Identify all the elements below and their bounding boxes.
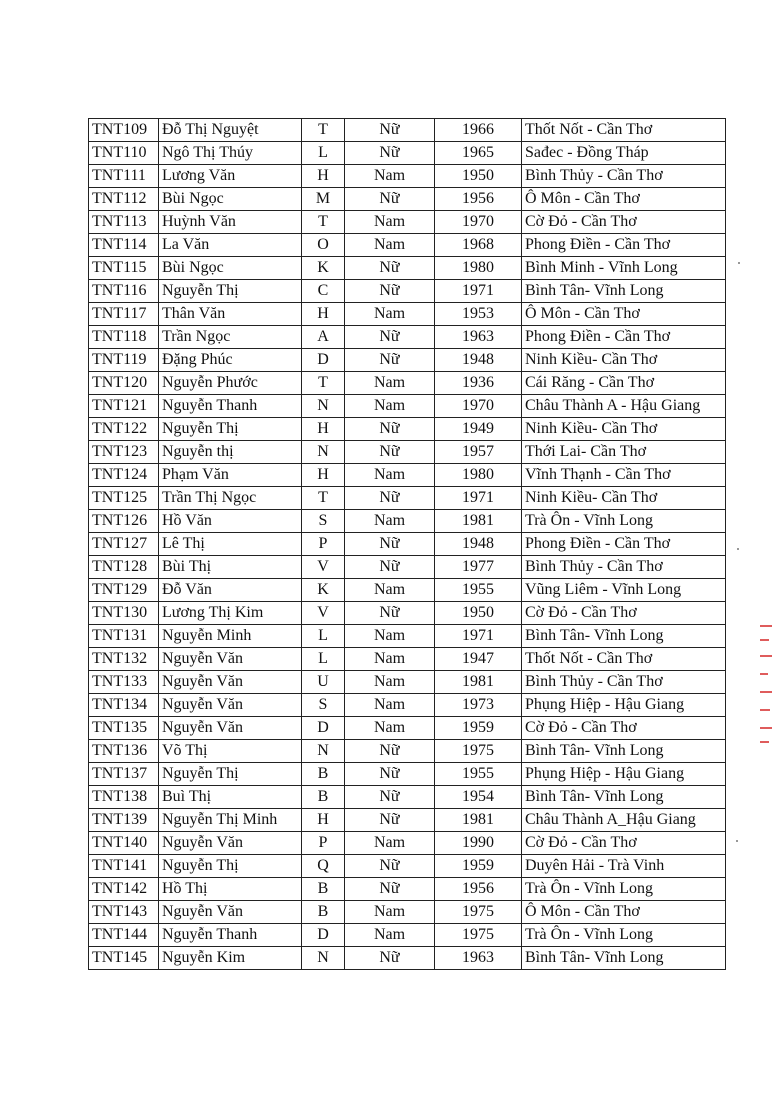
- record-place: Vũng Liêm - Vĩnh Long: [522, 579, 726, 602]
- record-place: Trà Ôn - Vĩnh Long: [522, 510, 726, 533]
- record-name: Đặng Phúc: [159, 349, 302, 372]
- record-birth-year: 1981: [435, 671, 522, 694]
- record-id: TNT111: [89, 165, 159, 188]
- record-initial: S: [302, 694, 345, 717]
- record-name: Nguyễn Thanh: [159, 924, 302, 947]
- record-birth-year: 1963: [435, 947, 522, 970]
- record-id: TNT113: [89, 211, 159, 234]
- record-gender: Nữ: [345, 119, 435, 142]
- record-gender: Nữ: [345, 188, 435, 211]
- record-id: TNT135: [89, 717, 159, 740]
- record-name: Bùi Thị: [159, 556, 302, 579]
- record-gender: Nam: [345, 832, 435, 855]
- record-place: Bình Tân- Vĩnh Long: [522, 947, 726, 970]
- record-birth-year: 1936: [435, 372, 522, 395]
- records-sheet: [88, 118, 726, 970]
- table-row: [89, 924, 726, 947]
- record-place: Phong Điền - Cần Thơ: [522, 326, 726, 349]
- record-initial: V: [302, 602, 345, 625]
- record-birth-year: 1981: [435, 809, 522, 832]
- record-id: TNT139: [89, 809, 159, 832]
- record-id: TNT109: [89, 119, 159, 142]
- table-row: [89, 694, 726, 717]
- table-row: [89, 211, 726, 234]
- record-initial: T: [302, 119, 345, 142]
- record-gender: Nam: [345, 211, 435, 234]
- record-name: Thân Văn: [159, 303, 302, 326]
- record-name: Hồ Thị: [159, 878, 302, 901]
- record-place: Vĩnh Thạnh - Cần Thơ: [522, 464, 726, 487]
- record-gender: Nam: [345, 234, 435, 257]
- record-initial: Q: [302, 855, 345, 878]
- record-place: Bình Tân- Vĩnh Long: [522, 786, 726, 809]
- record-birth-year: 1956: [435, 878, 522, 901]
- record-id: TNT126: [89, 510, 159, 533]
- table-row: [89, 119, 726, 142]
- record-initial: O: [302, 234, 345, 257]
- scan-speck: [738, 262, 740, 264]
- record-place: Châu Thành A - Hậu Giang: [522, 395, 726, 418]
- record-birth-year: 1968: [435, 234, 522, 257]
- record-id: TNT141: [89, 855, 159, 878]
- record-initial: C: [302, 280, 345, 303]
- record-id: TNT116: [89, 280, 159, 303]
- record-name: Nguyễn Kim: [159, 947, 302, 970]
- record-initial: S: [302, 510, 345, 533]
- table-row: [89, 464, 726, 487]
- table-row: [89, 786, 726, 809]
- record-birth-year: 1977: [435, 556, 522, 579]
- record-initial: L: [302, 625, 345, 648]
- record-name: Ngô Thị Thúy: [159, 142, 302, 165]
- record-place: Bình Tân- Vĩnh Long: [522, 740, 726, 763]
- record-gender: Nữ: [345, 533, 435, 556]
- record-id: TNT136: [89, 740, 159, 763]
- record-gender: Nữ: [345, 441, 435, 464]
- record-name: Đỗ Thị Nguyệt: [159, 119, 302, 142]
- table-row: [89, 188, 726, 211]
- record-place: Cờ Đỏ - Cần Thơ: [522, 717, 726, 740]
- record-place: Châu Thành A_Hậu Giang: [522, 809, 726, 832]
- table-row: [89, 441, 726, 464]
- record-place: Ninh Kiều- Cần Thơ: [522, 418, 726, 441]
- table-row: [89, 395, 726, 418]
- table-row: [89, 303, 726, 326]
- record-gender: Nữ: [345, 878, 435, 901]
- record-initial: P: [302, 832, 345, 855]
- record-name: La Văn: [159, 234, 302, 257]
- record-gender: Nữ: [345, 487, 435, 510]
- record-gender: Nam: [345, 395, 435, 418]
- record-name: Huỳnh Văn: [159, 211, 302, 234]
- record-initial: N: [302, 441, 345, 464]
- record-birth-year: 1975: [435, 740, 522, 763]
- record-gender: Nữ: [345, 280, 435, 303]
- table-row: [89, 326, 726, 349]
- record-initial: V: [302, 556, 345, 579]
- record-gender: Nam: [345, 924, 435, 947]
- table-row: [89, 740, 726, 763]
- record-initial: B: [302, 786, 345, 809]
- record-id: TNT132: [89, 648, 159, 671]
- record-id: TNT140: [89, 832, 159, 855]
- record-birth-year: 1948: [435, 349, 522, 372]
- record-id: TNT127: [89, 533, 159, 556]
- record-name: Phạm Văn: [159, 464, 302, 487]
- record-gender: Nữ: [345, 855, 435, 878]
- record-gender: Nữ: [345, 786, 435, 809]
- record-place: Thốt Nốt - Cần Thơ: [522, 119, 726, 142]
- record-gender: Nam: [345, 717, 435, 740]
- record-initial: D: [302, 717, 345, 740]
- table-row: [89, 809, 726, 832]
- record-initial: H: [302, 464, 345, 487]
- table-row: [89, 280, 726, 303]
- record-name: Đỗ Văn: [159, 579, 302, 602]
- record-place: Cờ Đỏ - Cần Thơ: [522, 832, 726, 855]
- record-gender: Nam: [345, 510, 435, 533]
- record-id: TNT117: [89, 303, 159, 326]
- table-row: [89, 763, 726, 786]
- record-birth-year: 1953: [435, 303, 522, 326]
- record-id: TNT121: [89, 395, 159, 418]
- record-gender: Nữ: [345, 349, 435, 372]
- table-row: [89, 533, 726, 556]
- record-place: Bình Minh - Vĩnh Long: [522, 257, 726, 280]
- record-gender: Nam: [345, 464, 435, 487]
- record-gender: Nam: [345, 303, 435, 326]
- record-initial: L: [302, 142, 345, 165]
- record-birth-year: 1955: [435, 579, 522, 602]
- scan-speck: [737, 548, 739, 550]
- record-place: Ninh Kiều- Cần Thơ: [522, 487, 726, 510]
- record-name: Trần Ngọc: [159, 326, 302, 349]
- record-id: TNT131: [89, 625, 159, 648]
- record-birth-year: 1980: [435, 257, 522, 280]
- record-initial: K: [302, 257, 345, 280]
- record-initial: N: [302, 740, 345, 763]
- record-birth-year: 1975: [435, 924, 522, 947]
- record-place: Phong Điền - Cần Thơ: [522, 234, 726, 257]
- record-name: Nguyễn Văn: [159, 648, 302, 671]
- record-birth-year: 1947: [435, 648, 522, 671]
- record-id: TNT134: [89, 694, 159, 717]
- record-id: TNT145: [89, 947, 159, 970]
- record-birth-year: 1948: [435, 533, 522, 556]
- record-initial: H: [302, 165, 345, 188]
- record-name: Nguyễn thị: [159, 441, 302, 464]
- record-name: Nguyễn Thị: [159, 280, 302, 303]
- table-row: [89, 947, 726, 970]
- record-initial: M: [302, 188, 345, 211]
- record-gender: Nữ: [345, 947, 435, 970]
- table-row: [89, 510, 726, 533]
- record-place: Duyên Hải - Trà Vinh: [522, 855, 726, 878]
- table-row: [89, 165, 726, 188]
- record-name: Lương Văn: [159, 165, 302, 188]
- table-row: [89, 556, 726, 579]
- record-id: TNT118: [89, 326, 159, 349]
- record-place: Phong Điền - Cần Thơ: [522, 533, 726, 556]
- record-birth-year: 1949: [435, 418, 522, 441]
- record-name: Buì Thị: [159, 786, 302, 809]
- table-row: [89, 487, 726, 510]
- record-place: Ninh Kiều- Cần Thơ: [522, 349, 726, 372]
- record-place: Ô Môn - Cần Thơ: [522, 303, 726, 326]
- records-table-body: [89, 119, 726, 970]
- record-gender: Nữ: [345, 556, 435, 579]
- record-id: TNT123: [89, 441, 159, 464]
- record-name: Nguyễn Văn: [159, 901, 302, 924]
- record-gender: Nữ: [345, 142, 435, 165]
- record-gender: Nữ: [345, 418, 435, 441]
- record-place: Cờ Đỏ - Cần Thơ: [522, 211, 726, 234]
- record-birth-year: 1959: [435, 717, 522, 740]
- record-name: Nguyễn Minh: [159, 625, 302, 648]
- record-id: TNT138: [89, 786, 159, 809]
- record-name: Nguyễn Thị Minh: [159, 809, 302, 832]
- record-birth-year: 1973: [435, 694, 522, 717]
- record-place: Bình Thủy - Cần Thơ: [522, 165, 726, 188]
- record-gender: Nữ: [345, 763, 435, 786]
- record-name: Bùi Ngọc: [159, 188, 302, 211]
- record-place: Sađec - Đồng Tháp: [522, 142, 726, 165]
- table-row: [89, 648, 726, 671]
- record-gender: Nam: [345, 648, 435, 671]
- record-place: Thới Lai- Cần Thơ: [522, 441, 726, 464]
- record-gender: Nam: [345, 694, 435, 717]
- record-initial: D: [302, 349, 345, 372]
- record-name: Nguyễn Phước: [159, 372, 302, 395]
- record-initial: N: [302, 947, 345, 970]
- record-id: TNT125: [89, 487, 159, 510]
- record-initial: H: [302, 418, 345, 441]
- record-initial: B: [302, 901, 345, 924]
- record-place: Cái Răng - Cần Thơ: [522, 372, 726, 395]
- record-gender: Nữ: [345, 326, 435, 349]
- record-gender: Nam: [345, 625, 435, 648]
- record-id: TNT128: [89, 556, 159, 579]
- record-initial: N: [302, 395, 345, 418]
- record-birth-year: 1981: [435, 510, 522, 533]
- record-birth-year: 1959: [435, 855, 522, 878]
- record-id: TNT142: [89, 878, 159, 901]
- record-name: Nguyễn Thanh: [159, 395, 302, 418]
- record-place: Ô Môn - Cần Thơ: [522, 901, 726, 924]
- table-row: [89, 142, 726, 165]
- record-birth-year: 1980: [435, 464, 522, 487]
- record-place: Phụng Hiệp - Hậu Giang: [522, 694, 726, 717]
- record-birth-year: 1971: [435, 487, 522, 510]
- scan-speck: [736, 840, 738, 842]
- record-initial: T: [302, 487, 345, 510]
- record-id: TNT144: [89, 924, 159, 947]
- record-id: TNT110: [89, 142, 159, 165]
- record-name: Võ Thị: [159, 740, 302, 763]
- record-name: Bùi Ngọc: [159, 257, 302, 280]
- record-gender: Nam: [345, 372, 435, 395]
- record-initial: U: [302, 671, 345, 694]
- record-name: Trần Thị Ngọc: [159, 487, 302, 510]
- record-initial: D: [302, 924, 345, 947]
- record-place: Phụng Hiệp - Hậu Giang: [522, 763, 726, 786]
- table-row: [89, 625, 726, 648]
- record-birth-year: 1966: [435, 119, 522, 142]
- record-initial: P: [302, 533, 345, 556]
- record-place: Bình Thủy - Cần Thơ: [522, 556, 726, 579]
- record-gender: Nữ: [345, 257, 435, 280]
- record-gender: Nam: [345, 579, 435, 602]
- record-gender: Nam: [345, 671, 435, 694]
- record-initial: L: [302, 648, 345, 671]
- record-name: Nguyễn Thị: [159, 855, 302, 878]
- record-initial: B: [302, 878, 345, 901]
- record-place: Thốt Nốt - Cần Thơ: [522, 648, 726, 671]
- record-gender: Nam: [345, 165, 435, 188]
- record-initial: T: [302, 211, 345, 234]
- record-birth-year: 1950: [435, 165, 522, 188]
- table-row: [89, 671, 726, 694]
- record-id: TNT115: [89, 257, 159, 280]
- table-row: [89, 349, 726, 372]
- table-row: [89, 257, 726, 280]
- record-birth-year: 1950: [435, 602, 522, 625]
- table-row: [89, 234, 726, 257]
- table-row: [89, 832, 726, 855]
- record-gender: Nữ: [345, 602, 435, 625]
- record-initial: A: [302, 326, 345, 349]
- record-id: TNT120: [89, 372, 159, 395]
- record-id: TNT119: [89, 349, 159, 372]
- record-initial: K: [302, 579, 345, 602]
- record-birth-year: 1957: [435, 441, 522, 464]
- table-row: [89, 372, 726, 395]
- record-place: Bình Tân- Vĩnh Long: [522, 625, 726, 648]
- record-birth-year: 1970: [435, 395, 522, 418]
- record-id: TNT129: [89, 579, 159, 602]
- record-birth-year: 1955: [435, 763, 522, 786]
- record-gender: Nam: [345, 901, 435, 924]
- table-row: [89, 717, 726, 740]
- record-place: Bình Tân- Vĩnh Long: [522, 280, 726, 303]
- record-name: Nguyễn Thị: [159, 763, 302, 786]
- record-place: Trà Ôn - Vĩnh Long: [522, 924, 726, 947]
- record-birth-year: 1954: [435, 786, 522, 809]
- record-birth-year: 1990: [435, 832, 522, 855]
- record-id: TNT112: [89, 188, 159, 211]
- red-stamp-mark: [760, 625, 774, 745]
- record-place: Bình Thủy - Cần Thơ: [522, 671, 726, 694]
- record-name: Nguyễn Văn: [159, 832, 302, 855]
- record-birth-year: 1975: [435, 901, 522, 924]
- record-id: TNT122: [89, 418, 159, 441]
- table-row: [89, 901, 726, 924]
- record-name: Nguyễn Văn: [159, 694, 302, 717]
- record-name: Hồ Văn: [159, 510, 302, 533]
- record-place: Ô Môn - Cần Thơ: [522, 188, 726, 211]
- record-birth-year: 1971: [435, 625, 522, 648]
- record-birth-year: 1963: [435, 326, 522, 349]
- record-id: TNT133: [89, 671, 159, 694]
- record-name: Nguyễn Văn: [159, 717, 302, 740]
- record-initial: T: [302, 372, 345, 395]
- record-place: Cờ Đỏ - Cần Thơ: [522, 602, 726, 625]
- record-name: Nguyễn Thị: [159, 418, 302, 441]
- table-row: [89, 418, 726, 441]
- record-initial: H: [302, 303, 345, 326]
- record-name: Nguyễn Văn: [159, 671, 302, 694]
- record-id: TNT124: [89, 464, 159, 487]
- record-birth-year: 1956: [435, 188, 522, 211]
- record-name: Lê Thị: [159, 533, 302, 556]
- records-table: [88, 118, 726, 970]
- record-initial: H: [302, 809, 345, 832]
- table-row: [89, 878, 726, 901]
- record-initial: B: [302, 763, 345, 786]
- record-id: TNT114: [89, 234, 159, 257]
- record-birth-year: 1971: [435, 280, 522, 303]
- record-name: Lương Thị Kim: [159, 602, 302, 625]
- record-birth-year: 1965: [435, 142, 522, 165]
- record-gender: Nữ: [345, 809, 435, 832]
- record-gender: Nữ: [345, 740, 435, 763]
- table-row: [89, 602, 726, 625]
- record-id: TNT130: [89, 602, 159, 625]
- record-place: Trà Ôn - Vĩnh Long: [522, 878, 726, 901]
- record-id: TNT137: [89, 763, 159, 786]
- table-row: [89, 579, 726, 602]
- record-id: TNT143: [89, 901, 159, 924]
- record-birth-year: 1970: [435, 211, 522, 234]
- table-row: [89, 855, 726, 878]
